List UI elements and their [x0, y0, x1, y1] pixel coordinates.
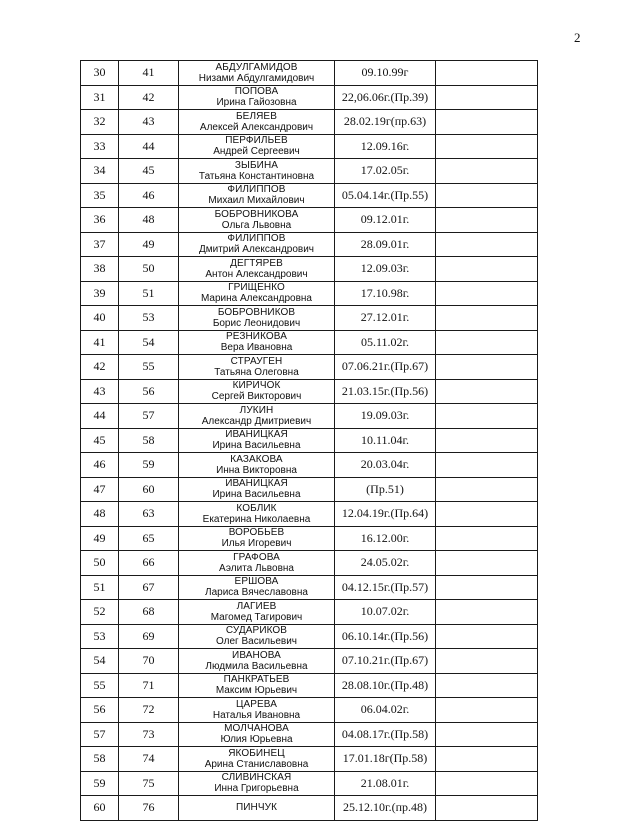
table-row [81, 85, 538, 110]
notes-cell [436, 551, 538, 576]
member-given-names: Дмитрий Александрович [198, 244, 315, 256]
page-number: 2 [574, 30, 581, 45]
row-number: 57 [81, 722, 119, 747]
row-number: 39 [81, 281, 119, 306]
notes-cell [436, 477, 538, 502]
member-name [179, 575, 335, 600]
member-name [179, 624, 335, 649]
notes-cell [436, 600, 538, 625]
member-surname: ФИЛИППОВ [227, 233, 286, 245]
member-id: 65 [119, 526, 179, 551]
member-given-names: Марина Александровна [200, 293, 312, 305]
admission-date: 09.12.01г. [335, 208, 436, 233]
member-given-names: Наталья Ивановна [212, 709, 301, 721]
notes-cell [436, 134, 538, 159]
table-row [81, 183, 538, 208]
table-row [81, 134, 538, 159]
member-given-names: Лариса Вячеславовна [205, 587, 308, 599]
member-given-names: Антон Александрович [205, 268, 308, 280]
member-id: 76 [119, 796, 179, 821]
member-id: 55 [119, 355, 179, 380]
member-name [179, 428, 335, 453]
member-surname: БОБРОВНИКОВА [214, 208, 299, 220]
member-given-names: Инна Григорьевна [214, 783, 299, 795]
admission-date: (Пр.51) [335, 477, 436, 502]
admission-date: 17.01.18г(Пр.58) [335, 747, 436, 772]
table-row [81, 526, 538, 551]
member-name [179, 208, 335, 233]
admission-date: 19.09.03г. [335, 404, 436, 429]
notes-cell [436, 502, 538, 527]
row-number: 53 [81, 624, 119, 649]
admission-date: 24.05.02г. [335, 551, 436, 576]
admission-date: 20.03.04г. [335, 453, 436, 478]
row-number: 41 [81, 330, 119, 355]
member-name [179, 379, 335, 404]
row-number: 45 [81, 428, 119, 453]
member-surname: ПИНЧУК [235, 802, 278, 814]
notes-cell [436, 355, 538, 380]
member-name [179, 330, 335, 355]
member-surname: ПЕРФИЛЬЕВ [225, 135, 288, 147]
member-name [179, 134, 335, 159]
member-surname: АБДУЛГАМИДОВ [215, 61, 298, 73]
member-surname: ИВАНИЦКАЯ [225, 478, 288, 490]
admission-date: 10.11.04г. [335, 428, 436, 453]
member-id: 60 [119, 477, 179, 502]
row-number: 48 [81, 502, 119, 527]
member-id: 43 [119, 110, 179, 135]
row-number: 47 [81, 477, 119, 502]
member-id: 58 [119, 428, 179, 453]
member-id: 67 [119, 575, 179, 600]
member-id: 50 [119, 257, 179, 282]
admission-date: 16.12.00г. [335, 526, 436, 551]
table-row [81, 575, 538, 600]
member-id: 53 [119, 306, 179, 331]
row-number: 40 [81, 306, 119, 331]
admission-date: 12.04.19г.(Пр.64) [335, 502, 436, 527]
member-name [179, 306, 335, 331]
member-surname: ЯКОБИНЕЦ [228, 747, 285, 759]
member-name [179, 600, 335, 625]
row-number: 59 [81, 771, 119, 796]
member-surname: ПОПОВА [234, 86, 279, 98]
member-given-names: Татьяна Олеговна [214, 366, 299, 378]
member-name [179, 404, 335, 429]
row-number: 32 [81, 110, 119, 135]
table-row [81, 502, 538, 527]
member-name [179, 257, 335, 282]
member-name [179, 796, 335, 821]
row-number: 51 [81, 575, 119, 600]
member-surname: ГРИЩЕНКО [228, 282, 285, 294]
member-given-names: Максим Юрьевич [215, 685, 298, 697]
member-id: 63 [119, 502, 179, 527]
notes-cell [436, 232, 538, 257]
admission-date: 04.08.17г.(Пр.58) [335, 722, 436, 747]
member-surname: ГРАФОВА [233, 551, 280, 563]
notes-cell [436, 526, 538, 551]
admission-date: 25.12.10г.(пр.48) [335, 796, 436, 821]
member-name [179, 673, 335, 698]
member-id: 59 [119, 453, 179, 478]
table-row [81, 110, 538, 135]
admission-date: 10.07.02г. [335, 600, 436, 625]
admission-date: 07.10.21г.(Пр.67) [335, 649, 436, 674]
member-id: 54 [119, 330, 179, 355]
member-id: 46 [119, 183, 179, 208]
row-number: 58 [81, 747, 119, 772]
row-number: 42 [81, 355, 119, 380]
row-number: 31 [81, 85, 119, 110]
member-name [179, 698, 335, 723]
notes-cell [436, 673, 538, 698]
admission-date: 22,06.06г.(Пр.39) [335, 85, 436, 110]
admission-date: 05.11.02г. [335, 330, 436, 355]
member-name [179, 649, 335, 674]
notes-cell [436, 428, 538, 453]
notes-cell [436, 771, 538, 796]
member-name [179, 551, 335, 576]
member-given-names: Ирина Гайозовна [216, 97, 297, 109]
row-number: 60 [81, 796, 119, 821]
member-surname: ЛУКИН [239, 404, 274, 416]
member-name [179, 453, 335, 478]
row-number: 37 [81, 232, 119, 257]
admission-date: 17.02.05г. [335, 159, 436, 184]
member-surname: ДЕГТЯРЕВ [230, 257, 283, 269]
member-given-names: Ирина Васильевна [212, 440, 301, 452]
row-number: 46 [81, 453, 119, 478]
member-given-names: Сергей Викторович [211, 391, 302, 403]
member-given-names: Инна Викторовна [216, 464, 297, 476]
notes-cell [436, 257, 538, 282]
member-table [80, 60, 538, 821]
member-name [179, 747, 335, 772]
member-given-names: Илья Игоревич [221, 538, 292, 550]
table-row [81, 281, 538, 306]
row-number: 50 [81, 551, 119, 576]
notes-cell [436, 453, 538, 478]
table-row [81, 477, 538, 502]
member-surname: МОЛЧАНОВА [224, 723, 289, 735]
table-row [81, 257, 538, 282]
table-row [81, 796, 538, 821]
notes-cell [436, 110, 538, 135]
notes-cell [436, 183, 538, 208]
table-row [81, 649, 538, 674]
member-id: 70 [119, 649, 179, 674]
row-number: 38 [81, 257, 119, 282]
notes-cell [436, 208, 538, 233]
member-surname: ЕРШОВА [234, 576, 279, 588]
row-number: 44 [81, 404, 119, 429]
member-id: 48 [119, 208, 179, 233]
notes-cell [436, 747, 538, 772]
table-row [81, 698, 538, 723]
row-number: 36 [81, 208, 119, 233]
admission-date: 28.08.10г.(Пр.48) [335, 673, 436, 698]
notes-cell [436, 306, 538, 331]
notes-cell [436, 281, 538, 306]
table-row [81, 208, 538, 233]
member-name [179, 85, 335, 110]
member-given-names: Аэлита Львовна [219, 562, 294, 574]
member-given-names: Ольга Львовна [221, 219, 292, 231]
table-row [81, 722, 538, 747]
member-surname: СУДАРИКОВ [225, 625, 288, 637]
member-id: 72 [119, 698, 179, 723]
admission-date: 28.02.19г(пр.63) [335, 110, 436, 135]
table-row [81, 355, 538, 380]
notes-cell [436, 624, 538, 649]
member-name [179, 110, 335, 135]
member-surname: СЛИВИНСКАЯ [221, 772, 292, 784]
member-surname: РЕЗНИКОВА [226, 331, 287, 343]
member-given-names: Татьяна Константиновна [198, 170, 315, 182]
notes-cell [436, 330, 538, 355]
admission-date: 09.10.99г [335, 61, 436, 86]
member-id: 56 [119, 379, 179, 404]
notes-cell [436, 698, 538, 723]
admission-date: 12.09.03г. [335, 257, 436, 282]
row-number: 30 [81, 61, 119, 86]
member-id: 71 [119, 673, 179, 698]
notes-cell [436, 404, 538, 429]
table-row [81, 306, 538, 331]
table-row [81, 624, 538, 649]
member-given-names: Низами Абдулгамидович [198, 72, 315, 84]
member-name [179, 526, 335, 551]
notes-cell [436, 796, 538, 821]
member-surname: КАЗАКОВА [230, 453, 283, 465]
member-name [179, 159, 335, 184]
table-row [81, 232, 538, 257]
member-given-names: Людмила Васильевна [205, 660, 308, 672]
notes-cell [436, 379, 538, 404]
row-number: 34 [81, 159, 119, 184]
table-row [81, 330, 538, 355]
row-number: 33 [81, 134, 119, 159]
member-id: 42 [119, 85, 179, 110]
row-number: 54 [81, 649, 119, 674]
member-surname: КИРИЧОК [232, 380, 281, 392]
member-surname: ИВАНИЦКАЯ [225, 429, 288, 441]
table-row [81, 453, 538, 478]
member-given-names: Вера Ивановна [220, 342, 293, 354]
table-row [81, 159, 538, 184]
member-id: 44 [119, 134, 179, 159]
member-name [179, 183, 335, 208]
member-id: 41 [119, 61, 179, 86]
notes-cell [436, 649, 538, 674]
admission-date: 04.12.15г.(Пр.57) [335, 575, 436, 600]
member-surname: БЕЛЯЕВ [236, 110, 277, 122]
table-row [81, 600, 538, 625]
member-given-names: Олег Васильевич [215, 636, 298, 648]
member-name [179, 477, 335, 502]
member-id: 57 [119, 404, 179, 429]
member-given-names: Юлия Юрьевна [220, 734, 293, 746]
member-id: 74 [119, 747, 179, 772]
row-number: 55 [81, 673, 119, 698]
admission-date: 07.06.21г.(Пр.67) [335, 355, 436, 380]
member-name [179, 355, 335, 380]
row-number: 52 [81, 600, 119, 625]
member-surname: КОБЛИК [236, 502, 277, 514]
admission-date: 21.03.15г.(Пр.56) [335, 379, 436, 404]
member-surname: ПАНКРАТЬЕВ [223, 674, 290, 686]
member-id: 66 [119, 551, 179, 576]
member-name [179, 502, 335, 527]
member-name [179, 281, 335, 306]
member-id: 68 [119, 600, 179, 625]
row-number: 49 [81, 526, 119, 551]
table-row [81, 747, 538, 772]
table-row [81, 551, 538, 576]
notes-cell [436, 85, 538, 110]
admission-date: 06.10.14г.(Пр.56) [335, 624, 436, 649]
member-id: 51 [119, 281, 179, 306]
notes-cell [436, 61, 538, 86]
member-given-names: Алексей Александрович [199, 121, 314, 133]
member-given-names: Александр Дмитриевич [201, 415, 312, 427]
notes-cell [436, 159, 538, 184]
notes-cell [436, 575, 538, 600]
row-number: 43 [81, 379, 119, 404]
member-surname: СТРАУГЕН [230, 355, 283, 367]
member-given-names: Борис Леонидович [212, 317, 301, 329]
table-row [81, 61, 538, 86]
member-id: 45 [119, 159, 179, 184]
member-name [179, 232, 335, 257]
row-number: 35 [81, 183, 119, 208]
member-name [179, 722, 335, 747]
row-number: 56 [81, 698, 119, 723]
member-id: 49 [119, 232, 179, 257]
member-id: 69 [119, 624, 179, 649]
member-table-body [81, 61, 538, 821]
admission-date: 17.10.98г. [335, 281, 436, 306]
admission-date: 28.09.01г. [335, 232, 436, 257]
member-id: 75 [119, 771, 179, 796]
member-surname: ЛАГИЕВ [236, 600, 277, 612]
member-surname: ЦАРЕВА [235, 698, 277, 710]
member-surname: БОБРОВНИКОВ [217, 306, 296, 318]
admission-date: 05.04.14г.(Пр.55) [335, 183, 436, 208]
member-given-names: Андрей Сергеевич [213, 146, 300, 158]
member-surname: ВОРОБЬЕВ [228, 527, 285, 539]
table-row [81, 673, 538, 698]
member-given-names: Екатерина Николаевна [202, 513, 311, 525]
member-surname: ИВАНОВА [232, 649, 281, 661]
table-row [81, 379, 538, 404]
member-id: 73 [119, 722, 179, 747]
member-given-names: Арина Станиславовна [204, 758, 309, 770]
admission-date: 21.08.01г. [335, 771, 436, 796]
member-name [179, 771, 335, 796]
table-row [81, 404, 538, 429]
table-row [81, 428, 538, 453]
admission-date: 06.04.02г. [335, 698, 436, 723]
notes-cell [436, 722, 538, 747]
admission-date: 27.12.01г. [335, 306, 436, 331]
admission-date: 12.09.16г. [335, 134, 436, 159]
member-name [179, 61, 335, 86]
member-surname: ФИЛИППОВ [227, 184, 286, 196]
member-surname: ЗЫБИНА [234, 159, 279, 171]
member-given-names: Ирина Васильевна [212, 489, 301, 501]
member-given-names: Магомед Тагирович [210, 611, 303, 623]
member-given-names: Михаил Михайлович [208, 195, 305, 207]
table-row [81, 771, 538, 796]
